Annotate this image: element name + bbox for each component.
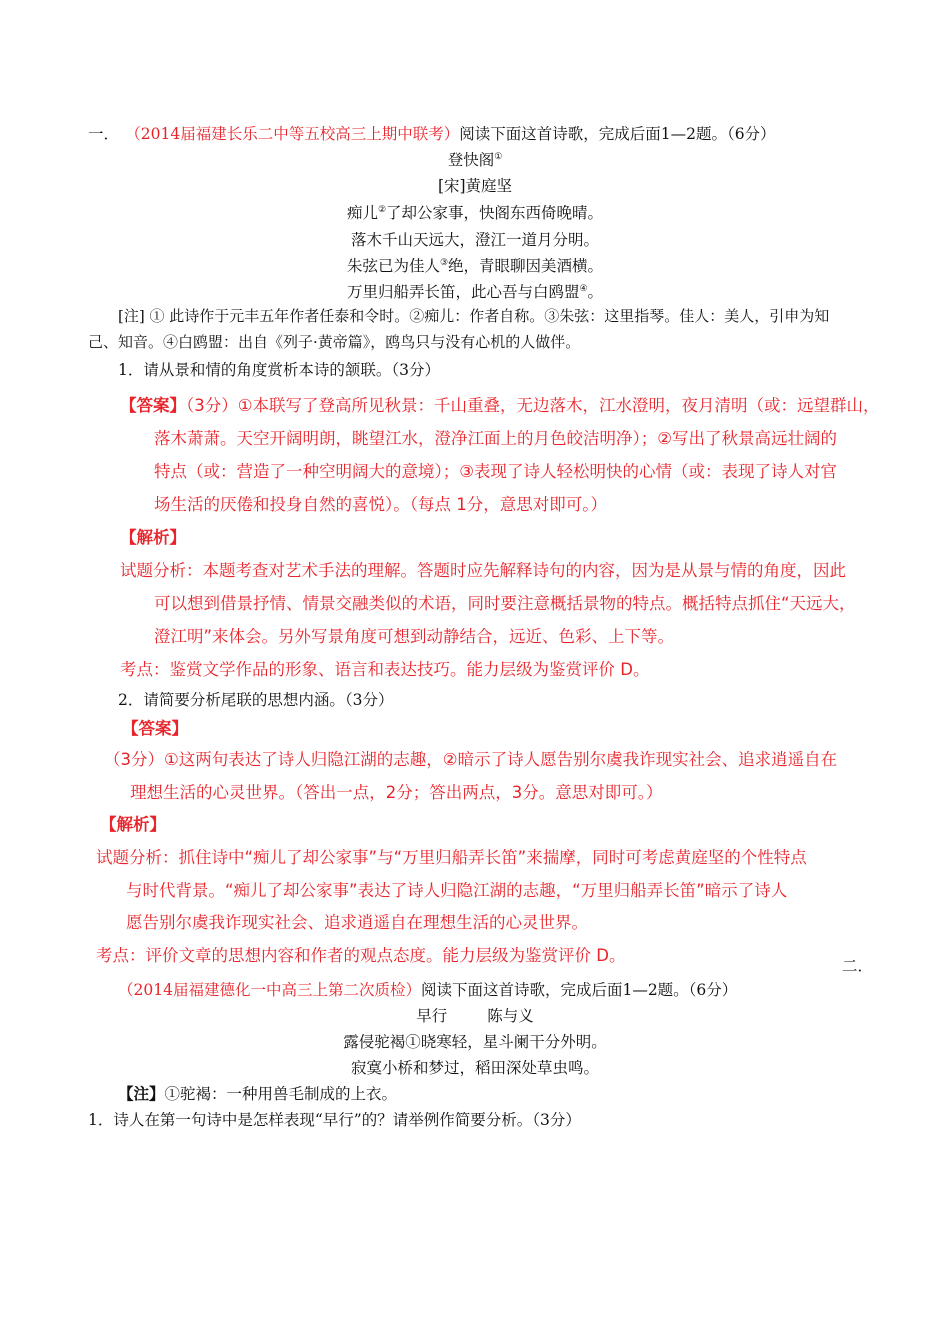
poem2-title-author	[0, 1006, 950, 1026]
section1-number: 一．	[88, 125, 120, 143]
section2-number: 二．	[842, 957, 874, 975]
answer-line: 场生活的厌倦和投身自然的喜悦）。（每点 1分，意思对即可。）	[154, 495, 607, 514]
poem1-line: 痴儿②了却公家事，快阁东西倚晚晴。	[346, 204, 604, 222]
poem1-line: 朱弦已为佳人③绝，青眼聊因美酒横。	[346, 257, 604, 275]
poem2-line: 寂寞小桥和梦过，稻田深处草虫鸣。	[350, 1059, 599, 1077]
note-tag: 【注】	[118, 1084, 165, 1103]
analysis-tag: 【解析】	[100, 815, 166, 834]
section2-source: （2014届福建德化一中高三上第二次质检）	[118, 981, 421, 999]
section1-source: （2014届福建长乐二中等五校高三上期中联考）	[133, 125, 460, 143]
section2-question-1: 1．诗人在第一句诗中是怎样表现“早行”的？请举例作简要分析。（3分）	[88, 1111, 581, 1129]
poem1-note: [注] ① 此诗作于元丰五年作者任泰和令时。②痴儿：作者自称。③朱弦：这里指琴。佳人：美人，引申为知	[118, 307, 830, 325]
section2-header	[118, 980, 737, 1000]
analysis-line: 愿告别尔虞我诈现实社会、追求逍遥自在理想生活的心灵世界。	[126, 913, 588, 932]
poem1-note: 己、知音。④白鸥盟：出自《列子·黄帝篇》，鸥鸟只与没有心机的人做伴。	[88, 333, 581, 351]
poem1-line: 万里归船弄长笛，此心吾与白鸥盟④。	[346, 283, 604, 301]
answer-tag: 【答案】	[122, 719, 188, 738]
answer-line: 落木萧萧。天空开阔明朗，眺望江水，澄净江面上的月色皎洁明净）；②写出了秋景高远壮阔的	[154, 429, 838, 448]
analysis-line: 可以想到借景抒情、情景交融类似的术语，同时要注意概括景物的特点。概括特点抓住“天远大，	[154, 594, 856, 613]
section1-header	[88, 124, 776, 144]
answer-line: 【答案】（3分）①本联写了登高所见秋景：千山重叠，无边落木，江水澄明，夜月清明（或：远望群山，	[120, 396, 880, 415]
analysis-line: 考点：评价文章的思想内容和作者的观点态度。能力层级为鉴赏评价 D。	[96, 946, 626, 965]
answer-line: （3分）①这两句表达了诗人归隐江湖的志趣，②暗示了诗人愿告别尔虞我诈现实社会、追求逍遥自在	[104, 750, 838, 769]
analysis-line: 试题分析：抓住诗中“痴儿了却公家事”与“万里归船弄长笛”来揣摩，同时可考虑黄庭坚的个性特点	[96, 848, 807, 867]
question-1: 1．请从景和情的角度赏析本诗的颔联。（3分）	[118, 361, 440, 379]
poem1-author: [宋]黄庭坚	[437, 177, 513, 195]
analysis-line: 与时代背景。“痴儿了却公家事”表达了诗人归隐江湖的志趣，“万里归船弄长笛”暗示了诗人	[126, 881, 788, 900]
poem1-line: 落木千山天远大，澄江一道月分明。	[350, 231, 599, 249]
answer-line: 理想生活的心灵世界。（答出一点，2分；答出两点，3分。意思对即可。）	[130, 783, 663, 802]
poem2-note: 【注】①驼褐：一种用兽毛制成的上衣。	[118, 1084, 398, 1103]
section1-instruction: 阅读下面这首诗歌，完成后面1—2题。（6分）	[459, 125, 776, 143]
analysis-line: 考点：鉴赏文学作品的形象、语言和表达技巧。能力层级为鉴赏评价 D。	[120, 660, 650, 679]
poem1-title: 登快阁①	[447, 151, 503, 169]
answer-tag: 【答案】	[120, 396, 186, 415]
section2-instruction: 阅读下面这首诗歌，完成后面1—2题。（6分）	[420, 981, 738, 999]
answer-line: 特点（或：营造了一种空明阔大的意境）；③表现了诗人轻松明快的心情（或：表现了诗人对官	[154, 462, 838, 481]
analysis-line: 澄江明”来体会。另外写景角度可想到动静结合，远近、色彩、上下等。	[154, 627, 675, 646]
poem2-line: 露侵驼褐①晓寒轻，星斗阑干分外明。	[343, 1033, 607, 1051]
question-2: 2．请简要分析尾联的思想内涵。（3分）	[118, 691, 394, 709]
analysis-tag: 【解析】	[120, 528, 186, 547]
poem2-author: 陈与义	[487, 1007, 534, 1025]
analysis-line: 试题分析：本题考查对艺术手法的理解。答题时应先解释诗句的内容，因为是从景与情的角度，因此	[120, 561, 846, 580]
poem2-title: 早行	[416, 1007, 448, 1025]
